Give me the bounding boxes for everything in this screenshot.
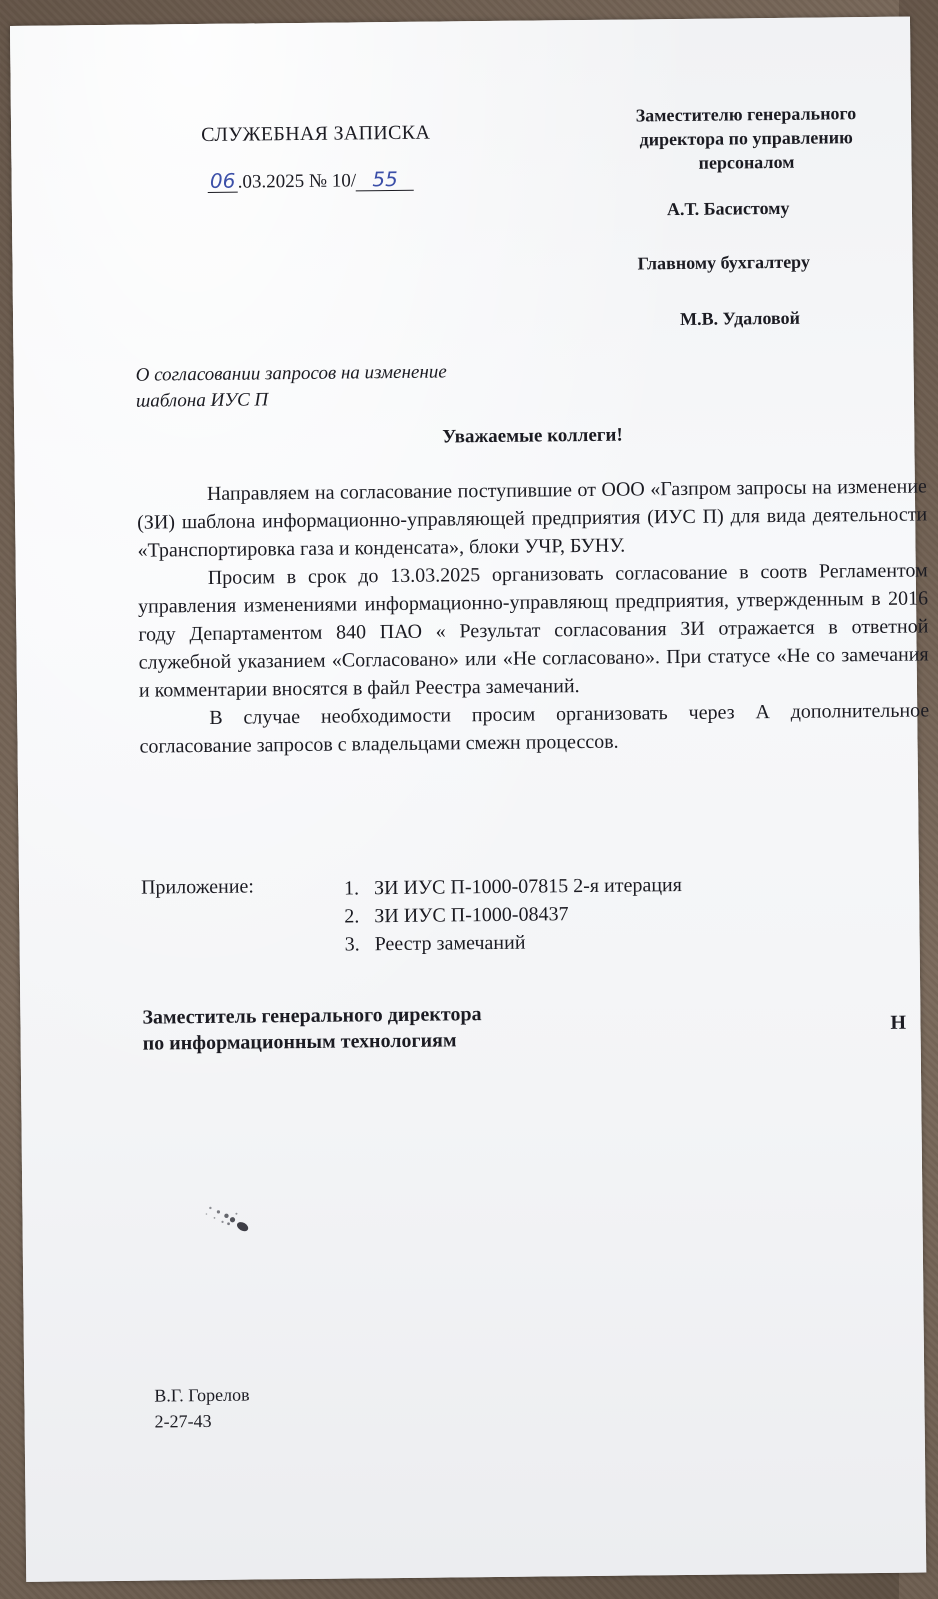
body-paragraph-3: В случае необходимости просим организовать через А дополнительное согласование запросов с владельцами смежн процессов. xyxy=(139,699,930,758)
addressee-title-1: Заместителю генерального директора по управлению персоналом xyxy=(635,103,857,173)
memo-date-line xyxy=(208,166,415,194)
body-paragraph-2: Просим в срок до 13.03.2025 организовать согласование в соотв Регламентом управления изменениями информационно-управляющ предприятия, утвержденным в 2016 году Департаментом 840 ПАО « Результат согласования ЗИ отражается в ответной служебной указанием «Согласовано» или «Не согласовано». При статусе «Не со замечания и комментарии вносятся в файл Реестра замечаний. xyxy=(137,559,929,702)
memo-number-field xyxy=(356,166,414,192)
date-rest: .03.2025 № 10/ xyxy=(237,170,357,193)
executor-name: В.Г. Горелов xyxy=(154,1384,250,1406)
memo-subject: О согласовании запросов на изменение шаблона ИУС П xyxy=(135,361,447,412)
annex-item-text: ЗИ ИУС П-1000-07815 2-я итерация xyxy=(373,874,682,900)
executor-block xyxy=(154,1382,250,1435)
date-day-field xyxy=(208,168,238,193)
memo-sheet xyxy=(10,17,930,1582)
body-paragraph-1: Направляем на согласование поступившие от ООО «Газпром запросы на изменение (ЗИ) шаблона информационно-управляющей предприятия (ИУС П) для вида деятельности «Транспортировка газа и конденсата», блоки УЧР, БУНУ. xyxy=(137,475,928,562)
annex-item-text: Реестр замечаний xyxy=(374,931,526,956)
memo-title: СЛУЖЕБНАЯ ЗАПИСКА xyxy=(201,121,431,147)
signatory-title-line-1: Заместитель генерального директора xyxy=(142,1003,482,1029)
annex-item-number: 1. xyxy=(343,877,360,900)
annex-item-number: 3. xyxy=(344,933,360,956)
annex-item-text: ЗИ ИУС П-1000-08437 xyxy=(374,903,569,928)
annex-label: Приложение: xyxy=(140,875,255,899)
signatory-name-cut: Н xyxy=(890,1011,907,1034)
annex-item-number: 2. xyxy=(344,905,360,928)
addressee-title-2: Главному бухгалтеру xyxy=(637,251,811,274)
addressee-name-2: М.В. Удаловой xyxy=(680,307,801,329)
annex-item xyxy=(344,899,682,931)
greeting: Уважаемые коллеги! xyxy=(442,424,623,448)
memo-body xyxy=(137,472,930,760)
annex-list xyxy=(344,871,683,959)
executor-phone: 2-27-43 xyxy=(154,1410,212,1432)
signatory-title xyxy=(142,1001,482,1057)
addressee-name-1: А.Т. Басистому xyxy=(666,197,790,220)
signatory-title-line-2: по информационным технологиям xyxy=(142,1029,457,1055)
memo-number-handwritten: 55 xyxy=(372,166,398,192)
ink-smudge xyxy=(192,1193,263,1244)
annex-item xyxy=(344,871,682,903)
annex-item xyxy=(344,927,682,959)
date-day-handwritten: 06 xyxy=(209,168,236,193)
